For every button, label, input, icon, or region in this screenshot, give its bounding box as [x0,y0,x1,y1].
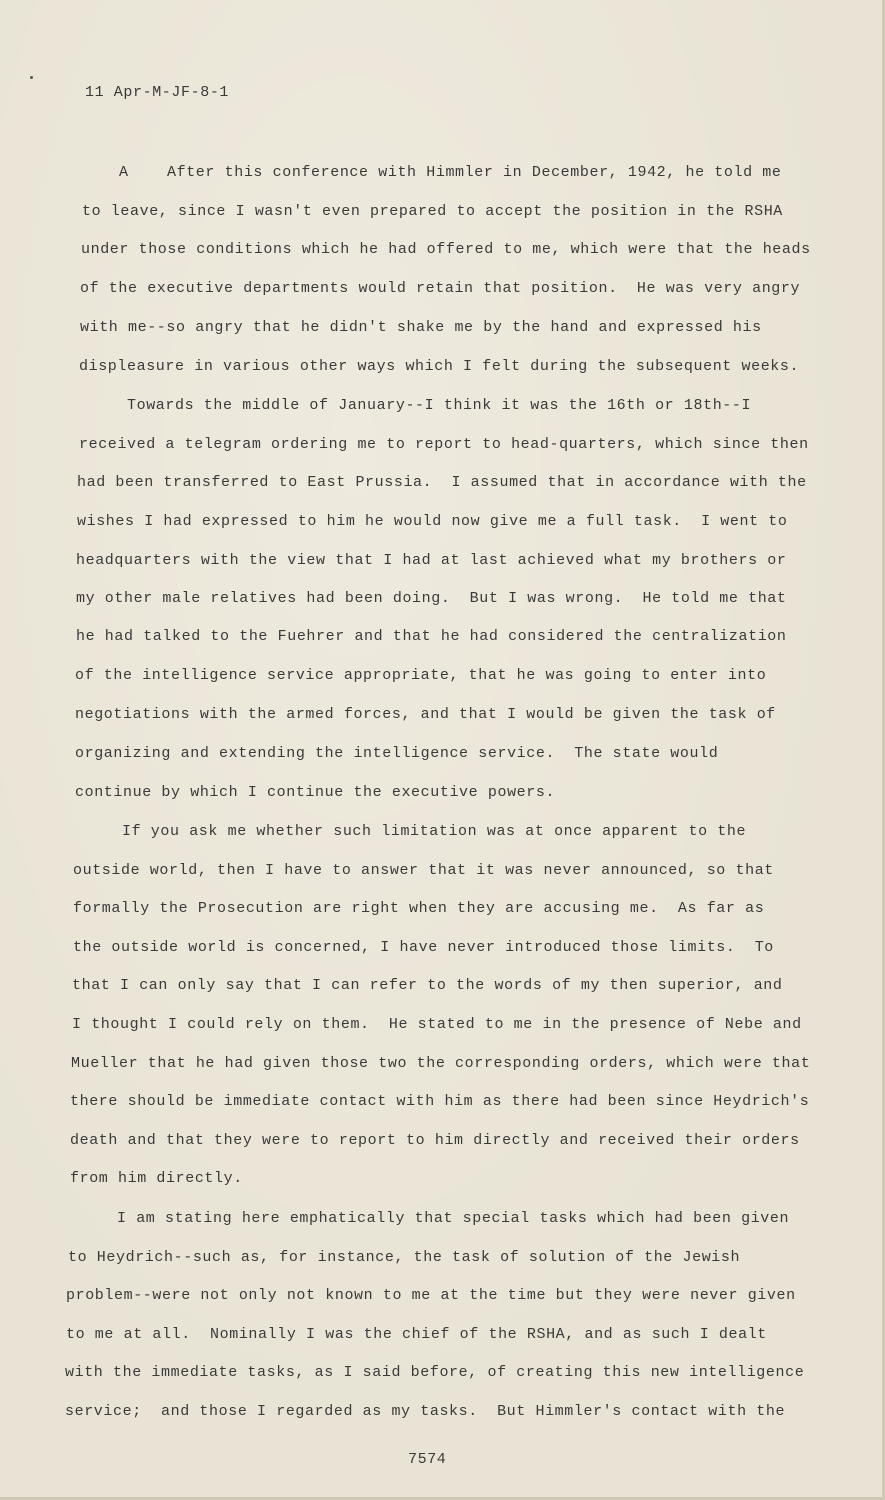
text-line: of the executive departments would retain that position. He was very angry [80,280,801,297]
text-line: formally the Prosecution are right when they are accusing me. As far as [73,900,765,917]
text-line: with me--so angry that he didn't shake me by the hand and expressed his [80,319,762,336]
text-line: problem--were not only not known to me at the time but they were never given [66,1287,796,1304]
text-line: had been transferred to East Prussia. I assumed that in accordance with the [77,474,807,491]
text-line: death and that they were to report to him directly and received their orders [70,1132,800,1149]
text-line: of the intelligence service appropriate, that he was going to enter into [75,667,767,684]
text-line: A After this conference with Himmler in December, 1942, he told me [119,164,782,181]
text-line: my other male relatives had been doing. But I was wrong. He told me that [76,590,787,607]
text-line: with the immediate tasks, as I said before, of creating this new intelligence [65,1364,805,1381]
text-line: I thought I could rely on them. He stated to me in the presence of Nebe and [72,1016,802,1033]
text-line: the outside world is concerned, I have never introduced those limits. To [73,939,774,956]
text-line: Towards the middle of January--I think it was the 16th or 18th--I [127,397,752,414]
text-line: If you ask me whether such limitation was at once apparent to the [122,823,747,840]
text-line: to me at all. Nominally I was the chief of the RSHA, and as such I dealt [66,1326,767,1343]
text-line: displeasure in various other ways which I felt during the subsequent weeks. [79,358,800,375]
text-line: Mueller that he had given those two the corresponding orders, which were that [71,1055,811,1072]
text-line: received a telegram ordering me to report to head-quarters, which since then [79,436,809,453]
document-id: 11 Apr-M-JF-8-1 [85,84,230,101]
ink-speck [30,76,33,79]
text-line: to Heydrich--such as, for instance, the task of solution of the Jewish [68,1249,741,1266]
text-line: negotiations with the armed forces, and that I would be given the task of [75,706,776,723]
text-line: under those conditions which he had offered to me, which were that the heads [81,241,811,258]
text-line: headquarters with the view that I had at last achieved what my brothers or [76,552,787,569]
text-line: he had talked to the Fuehrer and that he had considered the centralization [76,628,787,645]
text-line: from him directly. [70,1170,243,1187]
text-line: that I can only say that I can refer to the words of my then superior, and [72,977,783,994]
page-number: 7574 [408,1451,447,1468]
text-line: I am stating here emphatically that special tasks which had been given [117,1210,790,1227]
text-line: wishes I had expressed to him he would now give me a full task. I went to [77,513,788,530]
text-line: service; and those I regarded as my tasks. But Himmler's contact with the [65,1403,786,1420]
text-line: outside world, then I have to answer that it was never announced, so that [73,862,774,879]
text-line: continue by which I continue the executive powers. [75,784,556,801]
text-line: to leave, since I wasn't even prepared to accept the position in the RSHA [82,203,783,220]
text-line: there should be immediate contact with him as there had been since Heydrich's [70,1093,810,1110]
text-line: organizing and extending the intelligence service. The state would [75,745,719,762]
